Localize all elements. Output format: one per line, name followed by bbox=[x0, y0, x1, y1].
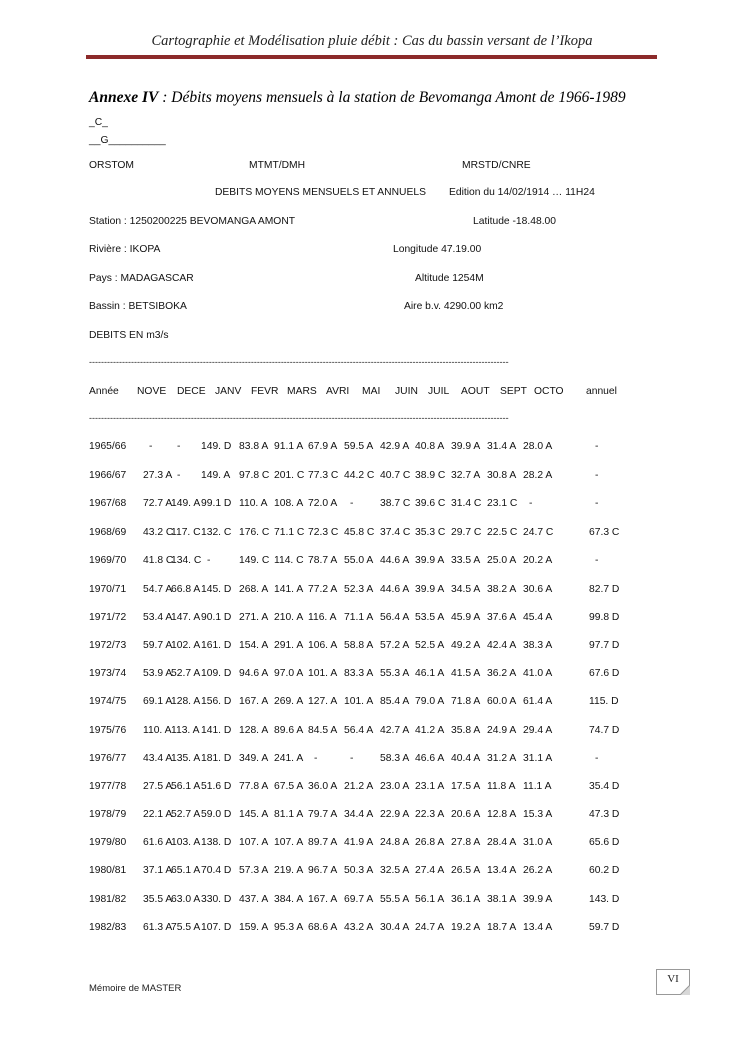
value-cell: 39.9 A bbox=[451, 441, 481, 452]
value-cell: 46.6 A bbox=[415, 753, 445, 764]
value-cell: 45.8 C bbox=[344, 527, 375, 538]
value-cell: 25.0 A bbox=[487, 555, 517, 566]
value-cell: 59.7 A bbox=[143, 640, 173, 651]
value-cell: 110. A bbox=[239, 498, 268, 509]
value-cell: 37.6 A bbox=[487, 612, 517, 623]
annual-cell: 82.7 D bbox=[589, 584, 620, 595]
column-header: Année bbox=[89, 386, 119, 397]
value-cell: 159. A bbox=[239, 922, 269, 933]
annual-cell: - bbox=[595, 753, 599, 764]
value-cell: 22.3 A bbox=[415, 809, 445, 820]
annex-label: Annexe IV bbox=[89, 89, 159, 106]
value-cell: 138. D bbox=[201, 837, 232, 848]
running-header: Cartographie et Modélisation pluie débit : Cas du bassin versant de l’Ikopa bbox=[151, 33, 593, 49]
value-cell: 49.2 A bbox=[451, 640, 481, 651]
column-header: AVRI bbox=[326, 386, 350, 397]
value-cell: 55.5 A bbox=[380, 894, 410, 905]
annual-cell: 59.7 D bbox=[589, 922, 620, 933]
value-cell: 84.5 A bbox=[308, 725, 338, 736]
org-mrstd: MRSTD/CNRE bbox=[462, 160, 531, 171]
value-cell: 54.7 A bbox=[143, 584, 173, 595]
value-cell: 34.5 A bbox=[451, 584, 481, 595]
value-cell: 134. C bbox=[171, 555, 202, 566]
value-cell: 61.6 A bbox=[143, 837, 173, 848]
value-cell: 56.1 A bbox=[415, 894, 445, 905]
value-cell: 63.0 A bbox=[171, 894, 201, 905]
value-cell: 45.9 A bbox=[451, 612, 481, 623]
value-cell: 349. A bbox=[239, 753, 269, 764]
value-cell: 24.9 A bbox=[487, 725, 517, 736]
column-header: AOUT bbox=[461, 386, 490, 397]
value-cell: 77.3 C bbox=[308, 470, 339, 481]
value-cell: 26.5 A bbox=[451, 865, 481, 876]
value-cell: 94.6 A bbox=[239, 668, 269, 679]
value-cell: 176. C bbox=[239, 527, 270, 538]
page-number-box bbox=[656, 969, 690, 995]
value-cell: 128. A bbox=[239, 725, 269, 736]
value-cell: - bbox=[314, 753, 318, 764]
value-cell: 53.5 A bbox=[415, 612, 445, 623]
value-cell: 201. C bbox=[274, 470, 305, 481]
annual-cell: 60.2 D bbox=[589, 865, 620, 876]
value-cell: - bbox=[529, 498, 533, 509]
value-cell: 39.9 A bbox=[523, 894, 553, 905]
value-cell: 437. A bbox=[239, 894, 269, 905]
value-cell: 46.1 A bbox=[415, 668, 445, 679]
value-cell: 58.3 A bbox=[380, 753, 410, 764]
annex-title bbox=[89, 89, 626, 107]
year-cell: 1972/73 bbox=[89, 640, 127, 651]
value-cell: 107. A bbox=[274, 837, 304, 848]
station-longitude: Longitude 47.19.00 bbox=[393, 244, 482, 255]
value-cell: 45.4 A bbox=[523, 612, 553, 623]
value-cell: 75.5 A bbox=[171, 922, 201, 933]
value-cell: 38.9 C bbox=[415, 470, 446, 481]
value-cell: 55.3 A bbox=[380, 668, 410, 679]
value-cell: 20.2 A bbox=[523, 555, 553, 566]
value-cell: 161. D bbox=[201, 640, 232, 651]
value-cell: 31.0 A bbox=[523, 837, 553, 848]
value-cell: - bbox=[177, 441, 181, 452]
value-cell: 67.5 A bbox=[274, 781, 304, 792]
value-cell: 107. D bbox=[201, 922, 232, 933]
value-cell: 57.2 A bbox=[380, 640, 410, 651]
value-cell: 147. A bbox=[171, 612, 201, 623]
year-cell: 1977/78 bbox=[89, 781, 127, 792]
value-cell: 114. C bbox=[274, 555, 304, 566]
value-cell: 40.8 A bbox=[415, 441, 445, 452]
value-cell: 71.1 C bbox=[274, 527, 305, 538]
annual-cell: 35.4 D bbox=[589, 781, 620, 792]
value-cell: - bbox=[177, 470, 181, 481]
value-cell: 241. A bbox=[274, 753, 304, 764]
value-cell: 56.4 A bbox=[380, 612, 410, 623]
column-header: JUIL bbox=[428, 386, 450, 397]
value-cell: 106. A bbox=[308, 640, 338, 651]
annual-cell: - bbox=[595, 555, 599, 566]
value-cell: 29.7 C bbox=[451, 527, 482, 538]
value-cell: 52.3 A bbox=[344, 584, 374, 595]
value-cell: 59.0 D bbox=[201, 809, 232, 820]
value-cell: 83.8 A bbox=[239, 441, 269, 452]
value-cell: 30.6 A bbox=[523, 584, 553, 595]
value-cell: 23.1 A bbox=[415, 781, 445, 792]
value-cell: 40.7 C bbox=[380, 470, 411, 481]
column-header: JANV bbox=[215, 386, 242, 397]
value-cell: 43.4 A bbox=[143, 753, 173, 764]
value-cell: 110. A bbox=[143, 725, 172, 736]
value-cell: 181. D bbox=[201, 753, 232, 764]
column-header: OCTO bbox=[534, 386, 564, 397]
year-cell: 1974/75 bbox=[89, 696, 127, 707]
mark-line-2: __G__________ bbox=[89, 135, 166, 146]
value-cell: 141. D bbox=[201, 725, 232, 736]
value-cell: - bbox=[350, 753, 354, 764]
value-cell: 113. A bbox=[171, 725, 200, 736]
value-cell: 22.1 A bbox=[143, 809, 173, 820]
column-header: annuel bbox=[586, 386, 617, 397]
value-cell: 145. A bbox=[239, 809, 269, 820]
annual-cell: - bbox=[595, 498, 599, 509]
value-cell: 23.0 A bbox=[380, 781, 410, 792]
value-cell: 27.8 A bbox=[451, 837, 481, 848]
value-cell: 81.1 A bbox=[274, 809, 304, 820]
value-cell: 36.0 A bbox=[308, 781, 338, 792]
value-cell: 135. A bbox=[171, 753, 201, 764]
column-header: FEVR bbox=[251, 386, 279, 397]
value-cell: 11.1 A bbox=[523, 781, 552, 792]
value-cell: 99.1 D bbox=[201, 498, 232, 509]
column-header: MARS bbox=[287, 386, 317, 397]
value-cell: 31.4 C bbox=[451, 498, 482, 509]
value-cell: 52.5 A bbox=[415, 640, 445, 651]
value-cell: 44.6 A bbox=[380, 555, 410, 566]
value-cell: 149. A bbox=[201, 470, 231, 481]
mark-line-1: _C_ bbox=[89, 117, 108, 128]
value-cell: 35.3 C bbox=[415, 527, 446, 538]
value-cell: 28.0 A bbox=[523, 441, 553, 452]
value-cell: 77.2 A bbox=[308, 584, 338, 595]
year-cell: 1978/79 bbox=[89, 809, 127, 820]
value-cell: 69.7 A bbox=[344, 894, 374, 905]
value-cell: 33.5 A bbox=[451, 555, 481, 566]
value-cell: 210. A bbox=[274, 612, 304, 623]
value-cell: 79.7 A bbox=[308, 809, 338, 820]
value-cell: 41.5 A bbox=[451, 668, 481, 679]
report-edition: Edition du 14/02/1914 … 11H24 bbox=[449, 187, 595, 198]
value-cell: 269. A bbox=[274, 696, 304, 707]
value-cell: 83.3 A bbox=[344, 668, 374, 679]
value-cell: 58.8 A bbox=[344, 640, 374, 651]
value-cell: 145. D bbox=[201, 584, 232, 595]
value-cell: 38.2 A bbox=[487, 584, 517, 595]
year-cell: 1981/82 bbox=[89, 894, 127, 905]
value-cell: 97.0 A bbox=[274, 668, 304, 679]
value-cell: 24.7 A bbox=[415, 922, 445, 933]
year-cell: 1970/71 bbox=[89, 584, 127, 595]
annual-cell: 115. D bbox=[589, 696, 619, 707]
page-fold-icon bbox=[680, 985, 690, 995]
value-cell: 65.1 A bbox=[171, 865, 201, 876]
value-cell: 52.7 A bbox=[171, 809, 201, 820]
value-cell: 291. A bbox=[274, 640, 304, 651]
value-cell: 61.3 A bbox=[143, 922, 173, 933]
value-cell: 68.6 A bbox=[308, 922, 338, 933]
value-cell: 149. C bbox=[239, 555, 270, 566]
value-cell: 37.1 A bbox=[143, 865, 173, 876]
value-cell: - bbox=[207, 555, 211, 566]
year-cell: 1975/76 bbox=[89, 725, 127, 736]
annual-cell: 74.7 D bbox=[589, 725, 620, 736]
value-cell: 39.6 C bbox=[415, 498, 446, 509]
annual-cell: 47.3 D bbox=[589, 809, 620, 820]
footer-label: Mémoire de MASTER bbox=[89, 983, 182, 994]
value-cell: 42.9 A bbox=[380, 441, 410, 452]
value-cell: 91.1 A bbox=[274, 441, 304, 452]
value-cell: 167. A bbox=[239, 696, 269, 707]
value-cell: 51.6 D bbox=[201, 781, 232, 792]
year-cell: 1966/67 bbox=[89, 470, 127, 481]
column-header: JUIN bbox=[395, 386, 418, 397]
value-cell: 60.0 A bbox=[487, 696, 517, 707]
value-cell: 102. A bbox=[171, 640, 201, 651]
value-cell: 268. A bbox=[239, 584, 269, 595]
value-cell: 50.3 A bbox=[344, 865, 374, 876]
station-altitude: Altitude 1254M bbox=[415, 273, 484, 284]
value-cell: 103. A bbox=[171, 837, 201, 848]
annual-cell: 67.6 D bbox=[589, 668, 620, 679]
value-cell: 23.1 C bbox=[487, 498, 518, 509]
value-cell: 330. D bbox=[201, 894, 232, 905]
separator-bottom: -------------------------------------------------------------------------------------------------------------------------------------------- bbox=[89, 413, 509, 423]
value-cell: 107. A bbox=[239, 837, 269, 848]
unit-label: DEBITS EN m3/s bbox=[89, 330, 169, 341]
value-cell: 384. A bbox=[274, 894, 304, 905]
value-cell: 154. A bbox=[239, 640, 269, 651]
value-cell: 38.1 A bbox=[487, 894, 517, 905]
year-cell: 1979/80 bbox=[89, 837, 127, 848]
column-header: NOVE bbox=[137, 386, 167, 397]
value-cell: 32.5 A bbox=[380, 865, 410, 876]
year-cell: 1969/70 bbox=[89, 555, 127, 566]
value-cell: 108. A bbox=[274, 498, 304, 509]
value-cell: 41.0 A bbox=[523, 668, 553, 679]
header-rule bbox=[86, 55, 657, 59]
value-cell: 31.1 A bbox=[523, 753, 553, 764]
value-cell: 149. A bbox=[171, 498, 201, 509]
value-cell: 22.5 C bbox=[487, 527, 518, 538]
value-cell: 90.1 D bbox=[201, 612, 232, 623]
value-cell: 27.5 A bbox=[143, 781, 173, 792]
annual-cell: - bbox=[595, 470, 599, 481]
value-cell: 36.2 A bbox=[487, 668, 517, 679]
value-cell: 19.2 A bbox=[451, 922, 481, 933]
station-line: Station : 1250200225 BEVOMANGA AMONT bbox=[89, 216, 296, 227]
org-orstom: ORSTOM bbox=[89, 160, 135, 171]
value-cell: 27.3 A bbox=[143, 470, 173, 481]
value-cell: 71.8 A bbox=[451, 696, 481, 707]
value-cell: 41.9 A bbox=[344, 837, 374, 848]
value-cell: 66.8 A bbox=[171, 584, 201, 595]
report-title: DEBITS MOYENS MENSUELS ET ANNUELS bbox=[215, 187, 426, 198]
value-cell: 78.7 A bbox=[308, 555, 338, 566]
column-header: MAI bbox=[362, 386, 381, 397]
value-cell: 52.7 A bbox=[171, 668, 201, 679]
value-cell: 35.8 A bbox=[451, 725, 481, 736]
value-cell: 15.3 A bbox=[523, 809, 553, 820]
value-cell: 89.6 A bbox=[274, 725, 304, 736]
value-cell: 44.6 A bbox=[380, 584, 410, 595]
value-cell: 24.8 A bbox=[380, 837, 410, 848]
annual-cell: - bbox=[595, 441, 599, 452]
value-cell: 28.4 A bbox=[487, 837, 517, 848]
year-cell: 1967/68 bbox=[89, 498, 127, 509]
value-cell: 37.4 C bbox=[380, 527, 411, 538]
value-cell: 43.2 C bbox=[143, 527, 174, 538]
page-number: VI bbox=[667, 973, 679, 985]
value-cell: 70.4 D bbox=[201, 865, 232, 876]
value-cell: 56.4 A bbox=[344, 725, 374, 736]
value-cell: 77.8 A bbox=[239, 781, 269, 792]
value-cell: 13.4 A bbox=[487, 865, 517, 876]
value-cell: 27.4 A bbox=[415, 865, 445, 876]
value-cell: - bbox=[149, 441, 153, 452]
annual-cell: 143. D bbox=[589, 894, 620, 905]
value-cell: 18.7 A bbox=[487, 922, 517, 933]
value-cell: 32.7 A bbox=[451, 470, 481, 481]
value-cell: 43.2 A bbox=[344, 922, 374, 933]
value-cell: 20.6 A bbox=[451, 809, 481, 820]
value-cell: 59.5 A bbox=[344, 441, 374, 452]
value-cell: 101. A bbox=[308, 668, 338, 679]
value-cell: 96.7 A bbox=[308, 865, 338, 876]
annual-cell: 65.6 D bbox=[589, 837, 620, 848]
value-cell: 101. A bbox=[344, 696, 374, 707]
value-cell: 41.2 A bbox=[415, 725, 445, 736]
value-cell: 71.1 A bbox=[344, 612, 374, 623]
value-cell: 34.4 A bbox=[344, 809, 374, 820]
station-bassin: Bassin : BETSIBOKA bbox=[89, 301, 187, 312]
value-cell: 79.0 A bbox=[415, 696, 445, 707]
value-cell: 26.8 A bbox=[415, 837, 445, 848]
station-riviere: Rivière : IKOPA bbox=[89, 244, 161, 255]
value-cell: 72.0 A bbox=[308, 498, 338, 509]
year-cell: 1982/83 bbox=[89, 922, 127, 933]
value-cell: 116. A bbox=[308, 612, 337, 623]
value-cell: 13.4 A bbox=[523, 922, 553, 933]
value-cell: 219. A bbox=[274, 865, 304, 876]
value-cell: 55.0 A bbox=[344, 555, 374, 566]
value-cell: 39.9 A bbox=[415, 555, 445, 566]
separator-top: -------------------------------------------------------------------------------------------------------------------------------------------- bbox=[89, 357, 509, 367]
value-cell: 67.9 A bbox=[308, 441, 338, 452]
value-cell: 26.2 A bbox=[523, 865, 553, 876]
value-cell: 97.8 C bbox=[239, 470, 270, 481]
station-latitude: Latitude -18.48.00 bbox=[473, 216, 557, 227]
annual-cell: 99.8 D bbox=[589, 612, 620, 623]
value-cell: 39.9 A bbox=[415, 584, 445, 595]
value-cell: 132. C bbox=[201, 527, 232, 538]
annual-cell: 97.7 D bbox=[589, 640, 620, 651]
value-cell: 42.7 A bbox=[380, 725, 410, 736]
value-cell: 69.1 A bbox=[143, 696, 173, 707]
value-cell: 36.1 A bbox=[451, 894, 481, 905]
value-cell: 40.4 A bbox=[451, 753, 481, 764]
value-cell: 53.9 A bbox=[143, 668, 173, 679]
value-cell: 30.8 A bbox=[487, 470, 517, 481]
value-cell: 17.5 A bbox=[451, 781, 481, 792]
value-cell: 167. A bbox=[308, 894, 338, 905]
value-cell: 22.9 A bbox=[380, 809, 410, 820]
value-cell: 141. A bbox=[274, 584, 304, 595]
value-cell: 53.4 A bbox=[143, 612, 173, 623]
value-cell: 28.2 A bbox=[523, 470, 553, 481]
value-cell: - bbox=[350, 498, 354, 509]
value-cell: 72.7 A bbox=[143, 498, 173, 509]
value-cell: 12.8 A bbox=[487, 809, 517, 820]
value-cell: 42.4 A bbox=[487, 640, 517, 651]
annual-cell: 67.3 C bbox=[589, 527, 620, 538]
year-cell: 1973/74 bbox=[89, 668, 127, 679]
year-cell: 1965/66 bbox=[89, 441, 127, 452]
value-cell: 89.7 A bbox=[308, 837, 338, 848]
station-aire: Aire b.v. 4290.00 km2 bbox=[404, 301, 504, 312]
annex-title-text: : Débits moyens mensuels à la station de Bevomanga Amont de 1966-1989 bbox=[158, 89, 626, 106]
value-cell: 35.5 A bbox=[143, 894, 173, 905]
year-cell: 1968/69 bbox=[89, 527, 127, 538]
value-cell: 21.2 A bbox=[344, 781, 374, 792]
value-cell: 149. D bbox=[201, 441, 232, 452]
value-cell: 85.4 A bbox=[380, 696, 410, 707]
value-cell: 38.7 C bbox=[380, 498, 411, 509]
value-cell: 271. A bbox=[239, 612, 269, 623]
value-cell: 72.3 C bbox=[308, 527, 339, 538]
value-cell: 29.4 A bbox=[523, 725, 553, 736]
value-cell: 56.1 A bbox=[171, 781, 201, 792]
value-cell: 11.8 A bbox=[487, 781, 516, 792]
value-cell: 117. C bbox=[171, 527, 201, 538]
org-mtmt: MTMT/DMH bbox=[249, 160, 306, 171]
value-cell: 128. A bbox=[171, 696, 201, 707]
value-cell: 156. D bbox=[201, 696, 232, 707]
value-cell: 109. D bbox=[201, 668, 232, 679]
value-cell: 31.4 A bbox=[487, 441, 517, 452]
value-cell: 127. A bbox=[308, 696, 338, 707]
value-cell: 57.3 A bbox=[239, 865, 269, 876]
year-cell: 1971/72 bbox=[89, 612, 127, 623]
value-cell: 30.4 A bbox=[380, 922, 410, 933]
value-cell: 24.7 C bbox=[523, 527, 554, 538]
value-cell: 95.3 A bbox=[274, 922, 304, 933]
value-cell: 44.2 C bbox=[344, 470, 375, 481]
year-cell: 1980/81 bbox=[89, 865, 127, 876]
value-cell: 41.8 C bbox=[143, 555, 174, 566]
value-cell: 38.3 A bbox=[523, 640, 553, 651]
station-pays: Pays : MADAGASCAR bbox=[89, 273, 194, 284]
value-cell: 31.2 A bbox=[487, 753, 517, 764]
column-header: SEPT bbox=[500, 386, 527, 397]
year-cell: 1976/77 bbox=[89, 753, 127, 764]
column-header: DECE bbox=[177, 386, 206, 397]
value-cell: 61.4 A bbox=[523, 696, 553, 707]
